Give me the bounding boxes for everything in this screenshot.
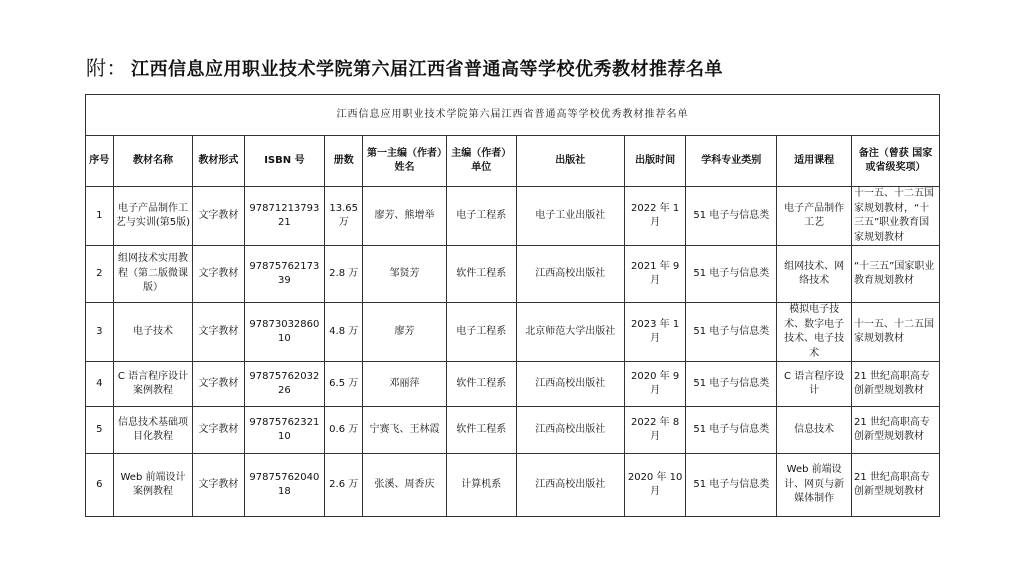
header-author: 第一主编（作者）姓名	[363, 136, 447, 187]
cell-author: 邹贤芳	[363, 246, 447, 303]
table-row	[86, 407, 940, 454]
cell-form: 文字教材	[193, 407, 244, 454]
cell-unit: 电子工程系	[446, 303, 516, 362]
header-unit: 主编（作者）单位	[446, 136, 516, 187]
cell-name: C 语言程序设计案例教程	[113, 362, 193, 407]
cell-course: 模拟电子技术、数字电子技术、电子技术	[777, 303, 852, 362]
cell-date: 2021 年 9 月	[624, 246, 685, 303]
header-name: 教材名称	[113, 136, 193, 187]
cell-remark: 十一五、十二五国家规划教材，“十三五”职业教育国家规划教材	[851, 187, 939, 246]
cell-remark: “十三五”国家职业教育规划教材	[851, 246, 939, 303]
cell-isbn: 9787576204018	[244, 454, 325, 517]
cell-major: 51 电子与信息类	[686, 187, 777, 246]
cell-major: 51 电子与信息类	[686, 454, 777, 517]
cell-course: 组网技术、网络技术	[777, 246, 852, 303]
cell-date: 2023 年 1 月	[624, 303, 685, 362]
cell-name: 电子产品制作工艺与实训(第5版)	[113, 187, 193, 246]
cell-isbn: 9787576217339	[244, 246, 325, 303]
cell-unit: 软件工程系	[446, 246, 516, 303]
cell-date: 2022 年 8 月	[624, 407, 685, 454]
cell-isbn: 9787121379321	[244, 187, 325, 246]
cell-form: 文字教材	[193, 454, 244, 517]
cell-course: C 语言程序设计	[777, 362, 852, 407]
cell-unit: 软件工程系	[446, 362, 516, 407]
cell-course: Web 前端设计、网页与新媒体制作	[777, 454, 852, 517]
header-isbn: ISBN 号	[244, 136, 325, 187]
cell-form: 文字教材	[193, 187, 244, 246]
cell-publisher: 江西高校出版社	[516, 362, 624, 407]
cell-isbn: 9787303286010	[244, 303, 325, 362]
heading-prefix: 附：	[86, 56, 127, 80]
cell-name: 组网技术实用教程（第二版微课版）	[113, 246, 193, 303]
header-date: 出版时间	[624, 136, 685, 187]
cell-publisher: 江西高校出版社	[516, 407, 624, 454]
cell-remark: 十一五、十二五国家规划教材	[851, 303, 939, 362]
cell-major: 51 电子与信息类	[686, 362, 777, 407]
cell-unit: 电子工程系	[446, 187, 516, 246]
cell-publisher: 江西高校出版社	[516, 246, 624, 303]
cell-copies: 2.8 万	[325, 246, 363, 303]
cell-publisher: 电子工业出版社	[516, 187, 624, 246]
cell-copies: 4.8 万	[325, 303, 363, 362]
table-caption: 江西信息应用职业技术学院第六届江西省普通高等学校优秀教材推荐名单	[86, 95, 940, 136]
cell-date: 2022 年 1 月	[624, 187, 685, 246]
cell-name: Web 前端设计案例教程	[113, 454, 193, 517]
cell-author: 宁赛飞、王林霞	[363, 407, 447, 454]
cell-form: 文字教材	[193, 246, 244, 303]
header-course: 适用课程	[777, 136, 852, 187]
cell-author: 廖芳	[363, 303, 447, 362]
table-row	[86, 454, 940, 517]
cell-seq: 5	[86, 407, 114, 454]
cell-copies: 2.6 万	[325, 454, 363, 517]
header-seq: 序号	[86, 136, 114, 187]
cell-unit: 软件工程系	[446, 407, 516, 454]
table-row	[86, 246, 940, 303]
cell-publisher: 北京师范大学出版社	[516, 303, 624, 362]
cell-author: 廖芳、熊增举	[363, 187, 447, 246]
table-header-row	[86, 136, 940, 187]
cell-author: 邓丽萍	[363, 362, 447, 407]
cell-name: 电子技术	[113, 303, 193, 362]
cell-remark: 21 世纪高职高专创新型规划教材	[851, 362, 939, 407]
cell-seq: 6	[86, 454, 114, 517]
header-major: 学科专业类别	[686, 136, 777, 187]
cell-author: 张溪、周香庆	[363, 454, 447, 517]
table-row	[86, 187, 940, 246]
cell-major: 51 电子与信息类	[686, 246, 777, 303]
cell-isbn: 9787576203226	[244, 362, 325, 407]
cell-form: 文字教材	[193, 362, 244, 407]
cell-name: 信息技术基础项目化教程	[113, 407, 193, 454]
cell-publisher: 江西高校出版社	[516, 454, 624, 517]
header-publisher: 出版社	[516, 136, 624, 187]
cell-remark: 21 世纪高职高专创新型规划教材	[851, 454, 939, 517]
header-remark: 备注（曾获 国家或省级奖项）	[851, 136, 939, 187]
heading-title: 江西信息应用职业技术学院第六届江西省普通高等学校优秀教材推荐名单	[131, 59, 723, 80]
header-copies: 册数	[325, 136, 363, 187]
cell-seq: 3	[86, 303, 114, 362]
cell-copies: 6.5 万	[325, 362, 363, 407]
cell-major: 51 电子与信息类	[686, 407, 777, 454]
cell-copies: 0.6 万	[325, 407, 363, 454]
cell-seq: 1	[86, 187, 114, 246]
table-row	[86, 303, 940, 362]
page-heading	[86, 52, 723, 81]
cell-isbn: 9787576232110	[244, 407, 325, 454]
cell-form: 文字教材	[193, 303, 244, 362]
cell-copies: 13.65万	[325, 187, 363, 246]
table-row	[86, 362, 940, 407]
cell-course: 电子产品制作工艺	[777, 187, 852, 246]
textbook-table	[85, 94, 940, 517]
cell-date: 2020 年 10 月	[624, 454, 685, 517]
cell-date: 2020 年 9 月	[624, 362, 685, 407]
cell-seq: 4	[86, 362, 114, 407]
cell-course: 信息技术	[777, 407, 852, 454]
header-form: 教材形式	[193, 136, 244, 187]
cell-major: 51 电子与信息类	[686, 303, 777, 362]
cell-seq: 2	[86, 246, 114, 303]
cell-remark: 21 世纪高职高专创新型规划教材	[851, 407, 939, 454]
cell-unit: 计算机系	[446, 454, 516, 517]
